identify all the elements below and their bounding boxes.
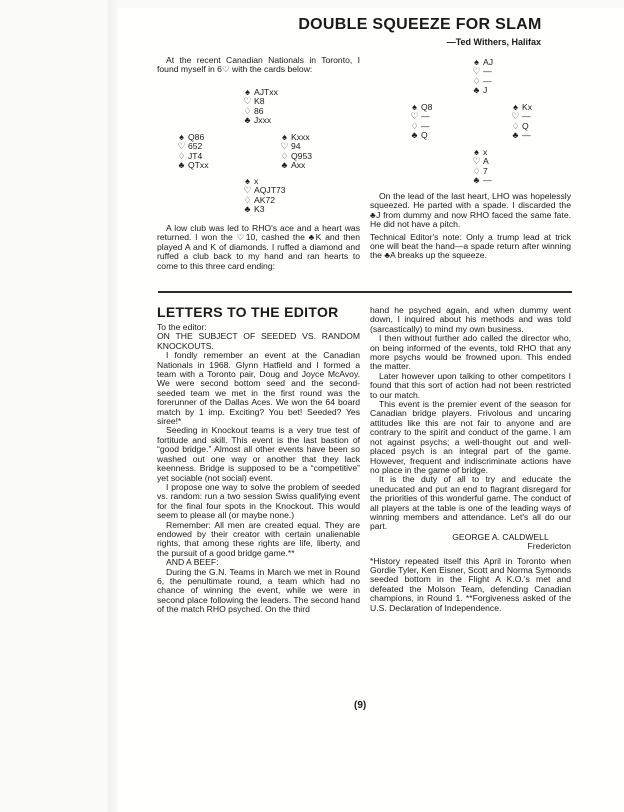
article-right-block bbox=[370, 192, 571, 261]
letter-footnote: *History repeated itself this April in Toronto when Gordie Tyler, Ken Eisner, Scott and Norma Symonds seeded bottom in the Flight A K.O.'s met and defeated the Molson Team, defending Canadian champions, in Round 1. **Forgiveness asked of the U.S. Declaration of Independence. bbox=[370, 555, 571, 613]
letter-paragraph: During the G.N. Teams in March we met in Round 6, the penultimate round, a team which had no chance of winning the event, while we were in second place following the leaders. The second hand of the match RHO psyched. On the third bbox=[157, 566, 360, 615]
heart-icon: ♡ bbox=[280, 141, 289, 152]
heart-icon: ♡ bbox=[472, 66, 481, 77]
diamond-icon: ♢ bbox=[243, 194, 252, 205]
diamond-icon: ♢ bbox=[511, 120, 520, 131]
article-play-block bbox=[157, 224, 360, 271]
club-icon: ♣ bbox=[411, 129, 418, 140]
letter-paragraph: Later however upon talking to other competitors I found that this sort of action had not been restricted to our match. bbox=[370, 370, 571, 400]
spade-icon: ♠ bbox=[474, 147, 479, 157]
ending-west-hand: ♠ Q8 ♡ — ♢ — ♣ Q bbox=[410, 102, 433, 140]
letters-title: LETTERS TO THE EDITOR bbox=[157, 304, 339, 320]
letters-left-column bbox=[157, 304, 360, 615]
spade-icon: ♠ bbox=[179, 132, 184, 142]
ending-north-hand: ♠ AJ ♡ — ♢ — ♣ J bbox=[472, 57, 494, 95]
spade-icon: ♠ bbox=[513, 102, 518, 112]
letter-signature: GEORGE A. CALDWELL bbox=[452, 531, 549, 542]
club-icon: ♣ bbox=[473, 84, 480, 95]
spade-icon: ♠ bbox=[245, 176, 250, 186]
diamond-icon: ♢ bbox=[410, 120, 419, 131]
section-divider bbox=[158, 291, 572, 293]
article-intro: At the recent Canadian Nationals in Toronto, I found myself in 6♡ with the cards below: bbox=[157, 55, 360, 75]
deal-west-hand: ♠ Q86 ♡ 652 ♢ JT4 ♣ QTxx bbox=[177, 132, 209, 170]
heart-icon: ♡ bbox=[472, 156, 481, 167]
diamond-icon: ♢ bbox=[472, 165, 481, 176]
spade-icon: ♠ bbox=[282, 132, 287, 142]
article-intro-block bbox=[157, 56, 360, 75]
letter-paragraph: This event is the premier event of the season for Canadian bridge players. Frivolous and uncaring attitudes like this are not fair to anyone and are contrary to the spirit and conduct of the game. I am not against psychs; a well-thought out and well-placed psych is an integral part of the game. However, frequent and indiscriminate actions have no place in the game of bridge. bbox=[370, 399, 571, 475]
letter-subject: ON THE SUBJECT OF SEEDED VS. RANDOM KNOCKOUTS. bbox=[157, 331, 360, 351]
letter-paragraph: I fondly remember an event at the Canadian Nationals in 1968. Glynn Hatfield and I formed a team with a Toronto pair, Doug and Joyce McAvoy. We were second bottom seed and the second-seeded team we met in the first round was the forerunner of the Dallas Aces. We won the 64 board match by 1 imp. Exciting? You bet! Seeded? Yes siree!* bbox=[157, 350, 360, 427]
technical-editor-note: Technical Editor's note: Only a trump lead at trick one will beat the hand—a spade return after winning the ♣A breaks up the squeeze. bbox=[370, 231, 571, 261]
club-icon: ♣ bbox=[244, 114, 251, 125]
club-icon: ♣ bbox=[512, 129, 519, 140]
deal-south-hand: ♠ x ♡ AQJT73 ♢ AK72 ♣ K3 bbox=[243, 176, 286, 214]
letter-paragraph: I propose one way to solve the problem of seeded vs. random: run a two session Swiss qualifying event for the final four spots in the Knockout. This would seem to please all (or maybe none.) bbox=[157, 481, 360, 521]
club-icon: ♣ bbox=[178, 159, 185, 170]
deal-east-hand: ♠ Kxxx ♡ 94 ♢ Q953 ♣ Axx bbox=[280, 132, 313, 170]
article-play: A low club was led to RHO's ace and a heart was returned. I won the ♡10, cashed the ♣K and then played A and K of diamonds. I ruffed a diamond and ruffed a club back to my hand and ran hearts to come to this three card ending: bbox=[157, 223, 360, 271]
diamond-icon: ♢ bbox=[243, 105, 252, 116]
spade-icon: ♠ bbox=[474, 57, 479, 67]
heart-icon: ♡ bbox=[511, 111, 520, 122]
heart-icon: ♡ bbox=[410, 111, 419, 122]
club-icon: ♣ bbox=[244, 203, 251, 214]
diamond-icon: ♢ bbox=[280, 150, 289, 161]
heart-icon: ♡ bbox=[243, 96, 252, 107]
heart-icon: ♡ bbox=[177, 141, 186, 152]
letter-paragraph: I then without further ado called the director who, on being informed of the events, told RHO that any more psychs would be frowned upon. This ended the matter. bbox=[370, 333, 571, 372]
ending-east-hand: ♠ Kx ♡ — ♢ Q ♣ — bbox=[511, 102, 533, 140]
club-icon: ♣ bbox=[281, 159, 288, 170]
spade-icon: ♠ bbox=[412, 102, 417, 112]
article-result: On the lead of the last heart, LHO was hopelessly squeezed. He parted with a spade. I discarded the ♣J from dummy and now RHO faced the same fate. He did not have a pitch. bbox=[370, 191, 571, 230]
diamond-icon: ♢ bbox=[177, 150, 186, 161]
letters-right-column bbox=[370, 306, 571, 613]
letter-paragraph: It is the duty of all to try and educate the uneducated and put an end to flagrant disregard for the priorities of this wonderful game. The conduct of all players at the table is one of the leading ways of winning members and attendance. Let's all do our part. bbox=[370, 474, 571, 532]
letter-paragraph: Remember: All men are created equal. They are endowed by their creator with certain unalienable rights, that among these rights are life, liberty, and the pursuit of a good bridge game.** bbox=[157, 519, 360, 558]
club-icon: ♣ bbox=[473, 174, 480, 185]
page-number: (9) bbox=[354, 700, 367, 711]
heart-icon: ♡ bbox=[243, 185, 252, 196]
letter-city: Fredericton bbox=[527, 541, 571, 552]
letter-beef-heading: AND A BEEF: bbox=[166, 557, 219, 568]
letter-salutation: To the editor: bbox=[157, 322, 207, 332]
deal-north-hand: ♠ AJTxx ♡ K8 ♢ 86 ♣ Jxxx bbox=[243, 87, 278, 125]
ending-south-hand: ♠ x ♡ A ♢ 7 ♣ — bbox=[472, 147, 492, 185]
spade-icon: ♠ bbox=[245, 87, 250, 97]
article-title: DOUBLE SQUEEZE FOR SLAM bbox=[298, 16, 542, 33]
letter-paragraph: Seeding in Knockout teams is a very true test of fortitude and skill. This event is the last bastion of “good bridge.” Almost all other events have been so washed out one way or another that they lack keenness. Bridge is supposed to be a “competitive” yet sociable (not social) event. bbox=[157, 425, 360, 483]
diamond-icon: ♢ bbox=[472, 75, 481, 86]
article-byline: —Ted Withers, Halifax bbox=[446, 37, 541, 47]
letter-paragraph: hand he psyched again, and when dummy went down, I inquired about his methods and was told (sarcastically) to mind my own business. bbox=[370, 305, 571, 334]
